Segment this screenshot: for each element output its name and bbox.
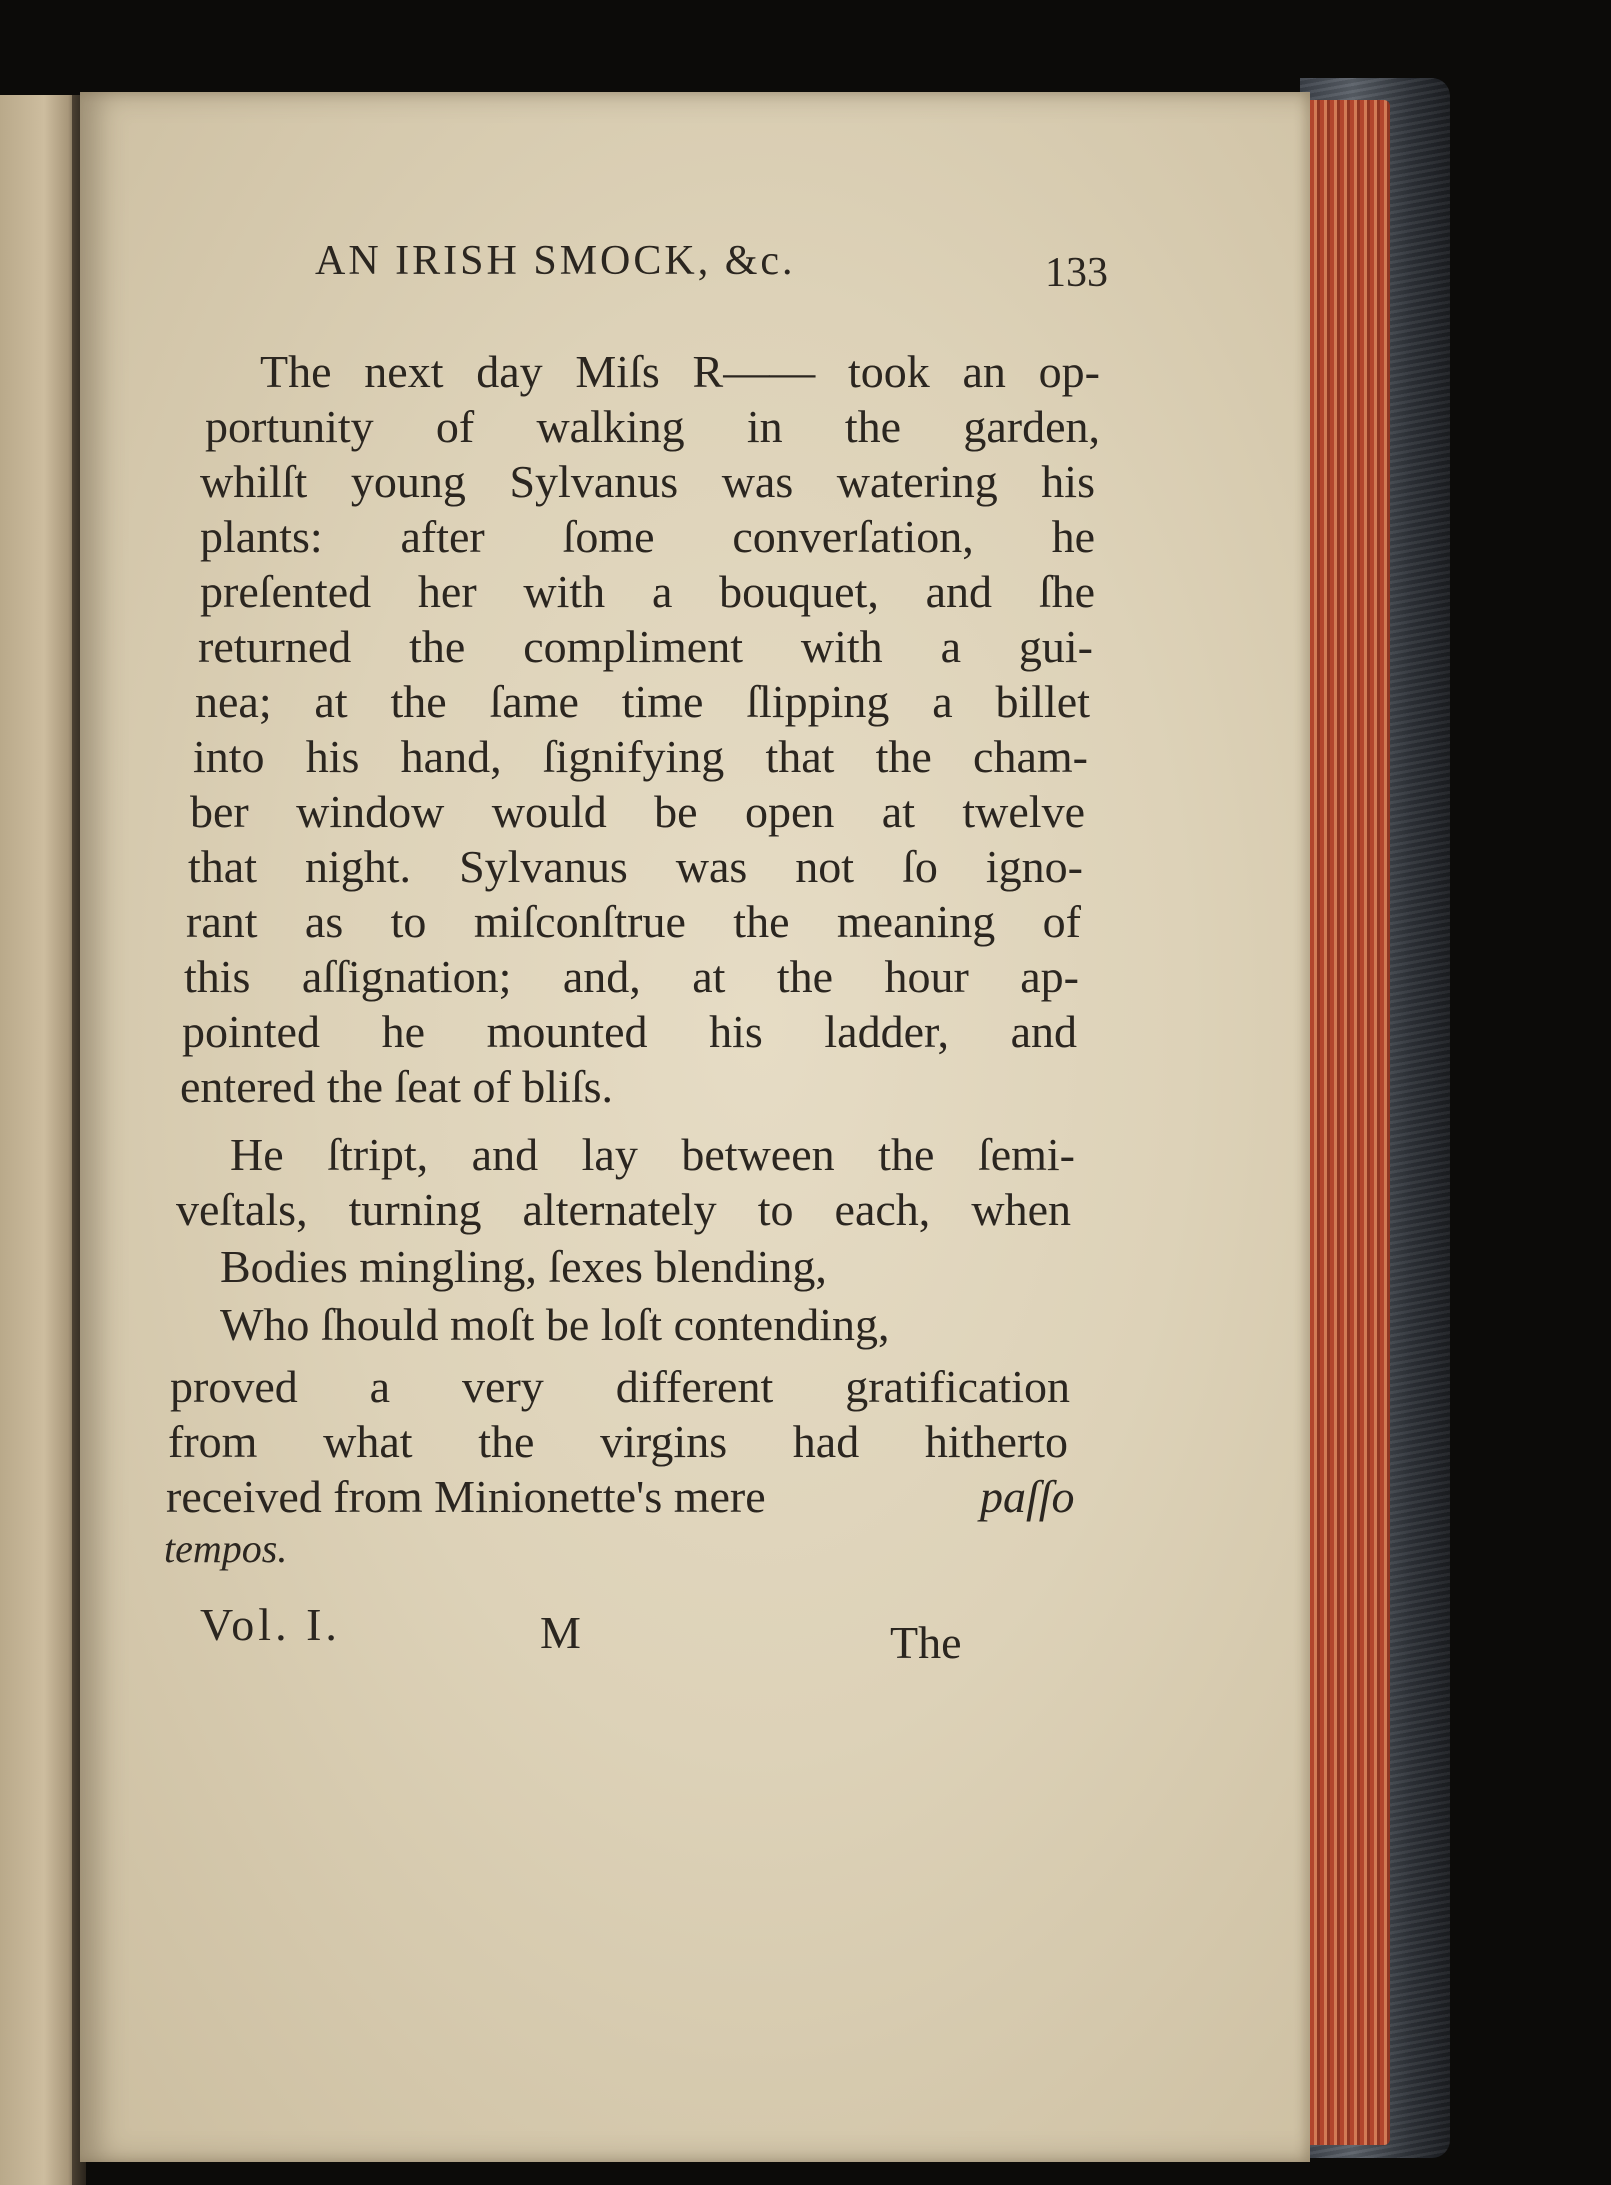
signature-mark: M <box>540 1607 581 1658</box>
text-line: The next day Miſs R—— took an op- <box>260 346 1100 397</box>
book-page <box>80 92 1310 2162</box>
text-line: this aſſignation; and, at the hour ap- <box>184 951 1079 1002</box>
text-line: proved a very different gratification <box>170 1361 1070 1412</box>
catchword: The <box>890 1617 962 1668</box>
verse-line: Bodies mingling, ſexes blending, <box>220 1241 827 1292</box>
text-line: pointed he mounted his ladder, and <box>182 1006 1077 1057</box>
text-line: rant as to miſconſtrue the meaning of <box>186 896 1081 947</box>
text-line: that night. Sylvanus was not ſo igno- <box>188 841 1083 892</box>
text-line: received from Minionette's mere <box>166 1471 766 1522</box>
text-line: into his hand, ſignifying that the cham- <box>193 731 1088 782</box>
italic-word: tempos. <box>164 1526 288 1571</box>
verse-line: Who ſhould moſt be loſt contending, <box>220 1299 890 1350</box>
text-line: veſtals, turning alternately to each, when <box>176 1184 1071 1235</box>
text-line: whilſt young Sylvanus was watering his <box>200 456 1095 507</box>
text-line: nea; at the ſame time ſlipping a billet <box>195 676 1090 727</box>
text-line: ber window would be open at twelve <box>190 786 1085 837</box>
text-line: from what the virgins had hitherto <box>168 1416 1068 1467</box>
text-line: He ſtript, and lay between the ſemi- <box>230 1129 1075 1180</box>
page-block-edges <box>1300 100 1390 2145</box>
signature-volume: Vol. I. <box>200 1599 341 1650</box>
page-number: 133 <box>1045 250 1108 296</box>
text-line: returned the compliment with a gui- <box>198 621 1093 672</box>
text-line: plants: after ſome converſation, he <box>200 511 1095 562</box>
running-head: AN IRISH SMOCK, &c. <box>315 238 796 284</box>
text-line: entered the ſeat of bliſs. <box>180 1061 614 1112</box>
text-line: portunity of walking in the garden, <box>205 401 1100 452</box>
text-line: preſented her with a bouquet, and ſhe <box>200 566 1095 617</box>
italic-word: paſſo <box>980 1471 1075 1522</box>
facing-page-edge <box>0 95 80 2185</box>
